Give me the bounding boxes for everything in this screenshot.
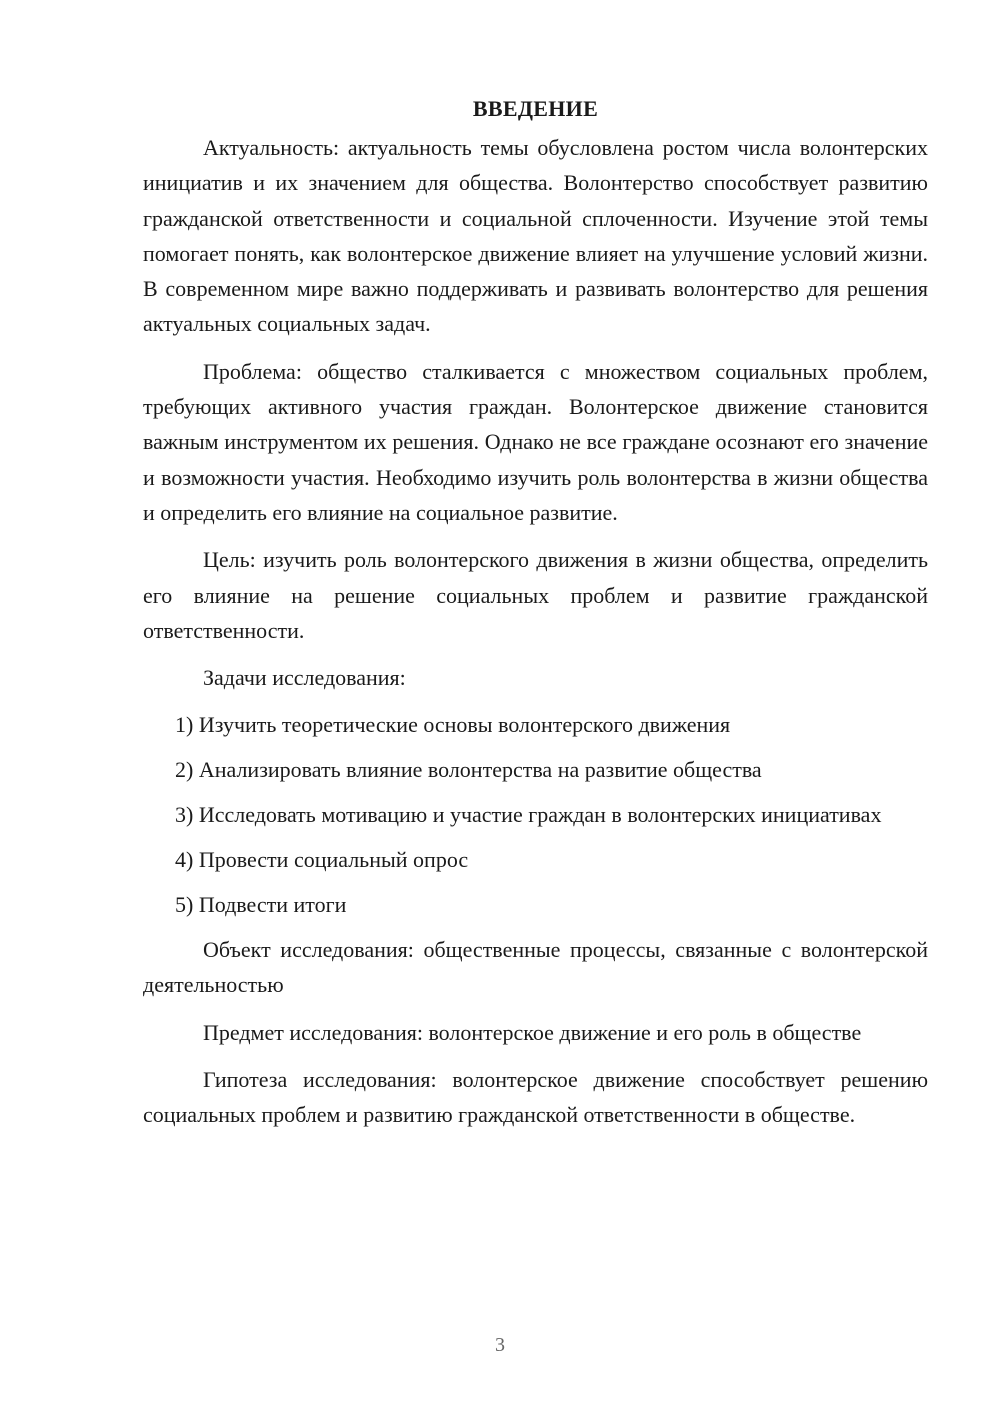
paragraph-object: Объект исследования: общественные процессы, связанные с волонтерской деятельностью [143, 937, 928, 998]
task-item-4: 4) Провести социальный опрос [175, 847, 469, 873]
paragraph-subject: Предмет исследования: волонтерское движение и его роль в обществе [203, 1019, 862, 1045]
section-title: ВВЕДЕНИЕ [472, 96, 599, 121]
document-page [143, 88, 928, 1145]
task-item-2: 2) Анализировать влияние волонтерства на развитие общества [175, 757, 762, 783]
paragraph-goal: Цель: изучить роль волонтерского движения в жизни общества, определить его влияние на решение социальных проблем и развитие гражданской ответственности. [143, 547, 928, 643]
tasks-heading: Задачи исследования: [203, 665, 406, 691]
task-item-1: 1) Изучить теоретические основы волонтерского движения [175, 712, 731, 738]
paragraph-hypothesis: Гипотеза исследования: волонтерское движение способствует решению социальных проблем и развитию гражданской ответственности в обществе. [143, 1067, 928, 1128]
page-number: 3 [495, 1334, 505, 1356]
task-item-5: 5) Подвести итоги [175, 892, 347, 918]
paragraph-relevance: Актуальность: актуальность темы обусловлена ростом числа волонтерских инициатив и их значением для общества. Волонтерство способствует развитию гражданской ответственности и социальной сплоченности. Изучение этой темы помогает понять, как волонтерское движение влияет на улучшение условий жизни. В современном мире важно поддерживать и развивать волонтерство для решения актуальных социальных задач. [143, 135, 928, 337]
task-item-3: 3) Исследовать мотивацию и участие граждан в волонтерских инициативах [175, 802, 882, 828]
paragraph-problem: Проблема: общество сталкивается с множеством социальных проблем, требующих активного участия граждан. Волонтерское движение становится важным инструментом их решения. Однако не все граждане осознают его значение и возможности участия. Необходимо изучить роль волонтерства в жизни общества и определить его влияние на социальное развитие. [143, 358, 928, 525]
